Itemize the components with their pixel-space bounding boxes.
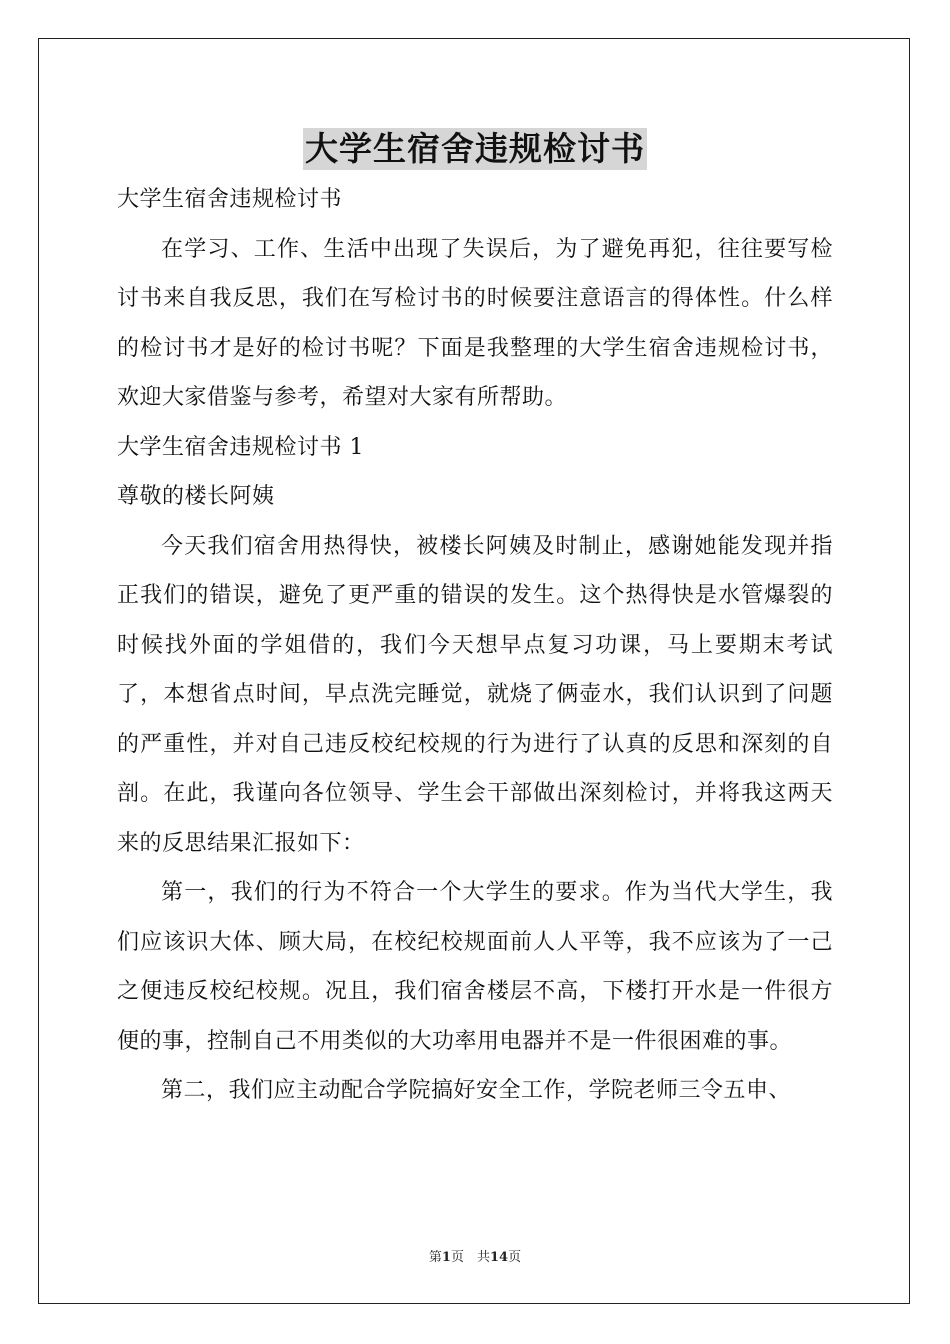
footer-page-current: 1	[441, 1250, 451, 1265]
paragraph-intro: 在学习、工作、生活中出现了失误后，为了避免再犯，往往要写检讨书来自我反思，我们在写检讨书的时候要注意语言的得体性。什么样的检讨书才是好的检讨书呢？下面是我整理的大学生宿舍违规检讨书，欢迎大家借鉴与参考，希望对大家有所帮助。	[117, 236, 833, 410]
paragraph-body-1: 今天我们宿舍用热得快，被楼长阿姨及时制止，感谢她能发现并指正我们的错误，避免了更严重的错误的发生。这个热得快是水管爆裂的时候找外面的学姐借的，我们今天想早点复习功课，马上要期末考试了，本想省点时间，早点洗完睡觉，就烧了俩壶水，我们认识到了问题的严重性，并对自己违反校纪校规的行为进行了认真的反思和深刻的自剖。在此，我谨向各位领导、学生会干部做出深刻检讨，并将我这两天来的反思结果汇报如下：	[117, 533, 833, 856]
page-footer	[0, 1246, 950, 1265]
document-title: 大学生宿舍违规检讨书	[305, 129, 645, 168]
footer-page-total: 14	[489, 1250, 509, 1265]
footer-page-suffix: 页	[508, 1250, 522, 1265]
title-container	[0, 128, 950, 170]
document-body	[117, 175, 833, 1116]
paragraph-salutation: 尊敬的楼长阿姨	[117, 484, 275, 509]
footer-page-prefix: 第	[428, 1250, 442, 1265]
paragraph-subtitle: 大学生宿舍违规检讨书	[117, 187, 343, 212]
paragraph-heading-1: 大学生宿舍违规检讨书 1	[117, 434, 364, 460]
paragraph-body-3: 第二，我们应主动配合学院搞好安全工作，学院老师三令五申、	[161, 1078, 792, 1103]
paragraph-body-2: 第一，我们的行为不符合一个大学生的要求。作为当代大学生，我们应该识大体、顾大局，在校纪校规面前人人平等，我不应该为了一己之便违反校纪校规。况且，我们宿舍楼层不高，下楼打开水是一件很方便的事，控制自己不用类似的大功率用电器并不是一件很困难的事。	[117, 880, 833, 1054]
footer-page-mid: 页 共	[450, 1250, 490, 1265]
